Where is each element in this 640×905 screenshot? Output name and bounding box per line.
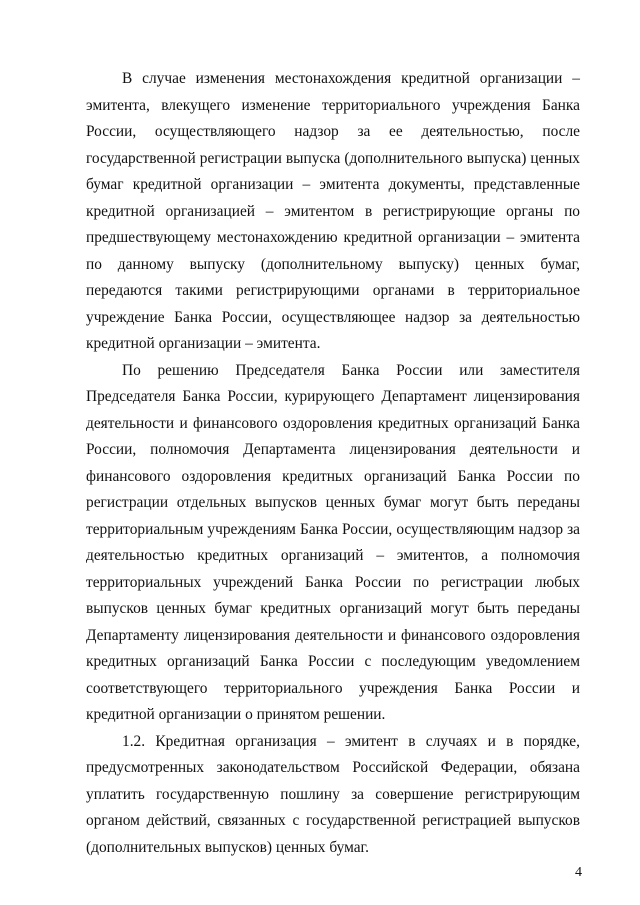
paragraph-relocation: В случае изменения местонахождения кредитной организации – эмитента, влекущего изменение территориального учреждения Банка России, осуществляющего надзор за ее деятельностью, после государственной регистрации выпуска (дополнительного выпуска) ценных бумаг кредитной организации – эмитента документы, представленные кредитной организацией – эмитентом в регистрирующие органы по предшествующему местонахождению кредитной организации – эмитента по данному выпуску (дополнительному выпуску) ценных бумаг, передаются такими регистрирующими органами в территориальное учреждение Банка России, осуществляющее надзор за деятельностью кредитной организации – эмитента.	[86, 70, 580, 352]
document-body	[86, 66, 580, 861]
paragraph-state-duty: 1.2. Кредитная организация – эмитент в случаях и в порядке, предусмотренных законодательством Российской Федерации, обязана уплатить государственную пошлину за совершение регистрирующим органом действий, связанных с государственной регистрацией выпусков (дополнительных выпусков) ценных бумаг.	[86, 732, 580, 856]
page-number: 4	[575, 865, 582, 880]
paragraph-authority-transfer: По решению Председателя Банка России или заместителя Председателя Банка России, курирующего Департамент лицензирования деятельности и финансового оздоровления кредитных организаций Банка России, полномочия Департамента лицензирования деятельности и финансового оздоровления кредитных организаций Банка России по регистрации отдельных выпусков ценных бумаг могут быть переданы территориальным учреждениям Банка России, осуществляющим надзор за деятельностью кредитных организаций – эмитентов, а полномочия территориальных учреждений Банка России по регистрации любых выпусков ценных бумаг кредитных организаций могут быть переданы Департаменту лицензирования деятельности и финансового оздоровления кредитных организаций Банка России с последующим уведомлением соответствующего территориального учреждения Банка России и кредитной организации о принятом решении.	[86, 361, 580, 723]
